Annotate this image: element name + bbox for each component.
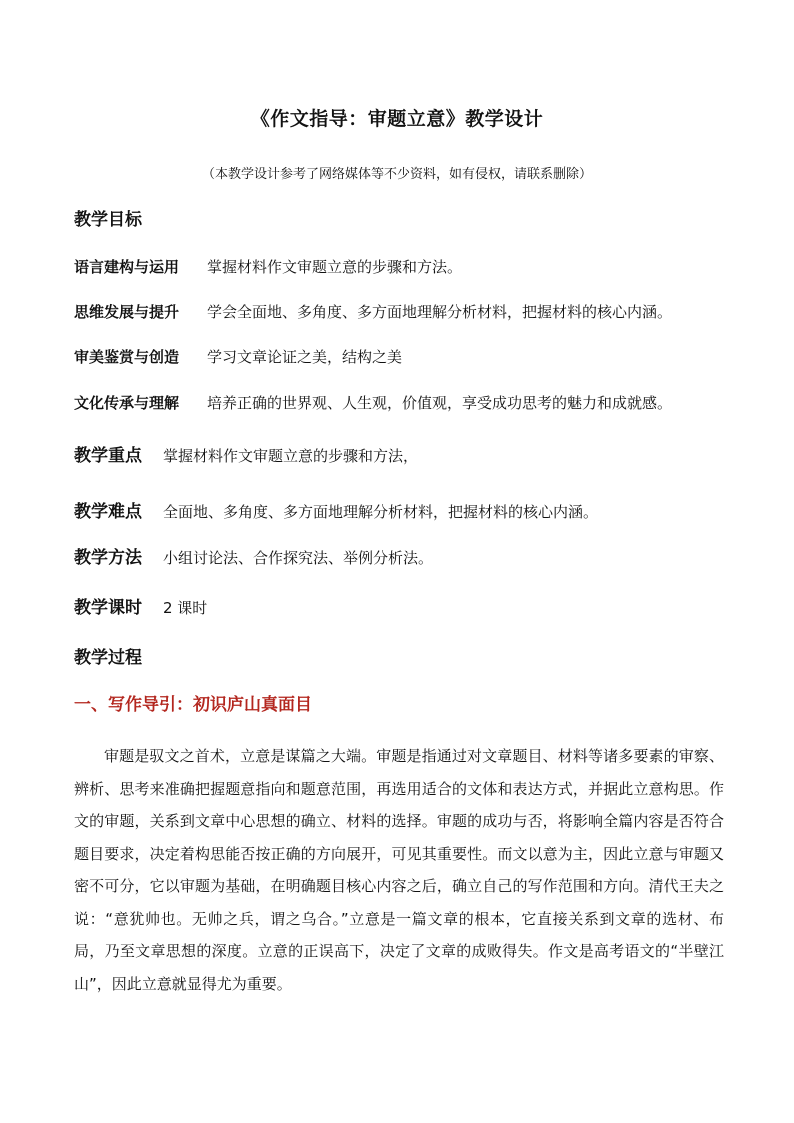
- objective-text: 掌握材料作文审题立意的步骤和方法。: [207, 258, 463, 276]
- section-title: 一、写作导引：初识庐山真面目: [74, 695, 312, 715]
- key-point-label: 教学课时: [74, 598, 142, 618]
- key-point-label: 教学难点: [74, 502, 142, 522]
- objective-text: 培养正确的世界观、人生观，价值观，享受成功思考的魅力和成就感。: [207, 394, 673, 412]
- key-point-text: 小组讨论法、合作探究法、举例分析法。: [163, 549, 434, 567]
- objective-label: 审美鉴赏与创造: [74, 348, 180, 366]
- objectives-heading: 教学目标: [74, 210, 142, 230]
- key-point-text: 掌握材料作文审题立意的步骤和方法，: [163, 447, 419, 465]
- objective-item: [74, 301, 672, 322]
- objective-item: [74, 392, 672, 413]
- objective-label: 语言建构与运用: [74, 258, 180, 276]
- process-heading: 教学过程: [74, 648, 142, 668]
- objective-item: [74, 346, 402, 367]
- objective-text: 学习文章论证之美，结构之美: [207, 348, 403, 366]
- key-point-row: [74, 543, 433, 568]
- objective-item: [74, 256, 462, 277]
- key-point-text: 2 课时: [163, 599, 208, 617]
- key-point-row: [74, 593, 207, 618]
- objective-text: 学会全面地、多角度、多方面地理解分析材料，把握材料的核心内涵。: [207, 303, 673, 321]
- key-point-row: [74, 441, 418, 466]
- key-point-label: 教学重点: [74, 446, 142, 466]
- document-title: 《作文指导：审题立意》教学设计: [250, 108, 544, 130]
- key-point-text: 全面地、多角度、多方面地理解分析材料，把握材料的核心内涵。: [163, 503, 599, 521]
- document-subtitle: （本教学设计参考了网络媒体等不少资料，如有侵权，请联系删除）: [201, 167, 592, 182]
- objective-label: 文化传承与理解: [74, 394, 180, 412]
- key-point-label: 教学方法: [74, 548, 142, 568]
- body-paragraph: 审题是驭文之首术，立意是谋篇之大端。审题是指通过对文章题目、材料等诸多要素的审察、辨析、思考来准确把握题意指向和题意范围，再选用适合的文体和表达方式，并据此立意构思。作文的审题，关系到文章中心思想的确立、材料的选择。审题的成功与否，将影响全篇内容是否符合题目要求，决定着构思能否按正确的方向展开，可见其重要性。而文以意为主，因此立意与审题又密不可分，它以审题为基础，在明确题目核心内容之后，确立自己的写作范围和方向。清代王夫之说：“意犹帅也。无帅之兵，谓之乌合。”立意是一篇文章的根本，它直接关系到文章的选材、布局，乃至文章思想的深度。立意的正误高下，决定了文章的成败得失。作文是高考语文的“半壁江山”，因此立意就显得尤为重要。: [74, 747, 724, 993]
- key-point-row: [74, 497, 598, 522]
- objective-label: 思维发展与提升: [74, 303, 180, 321]
